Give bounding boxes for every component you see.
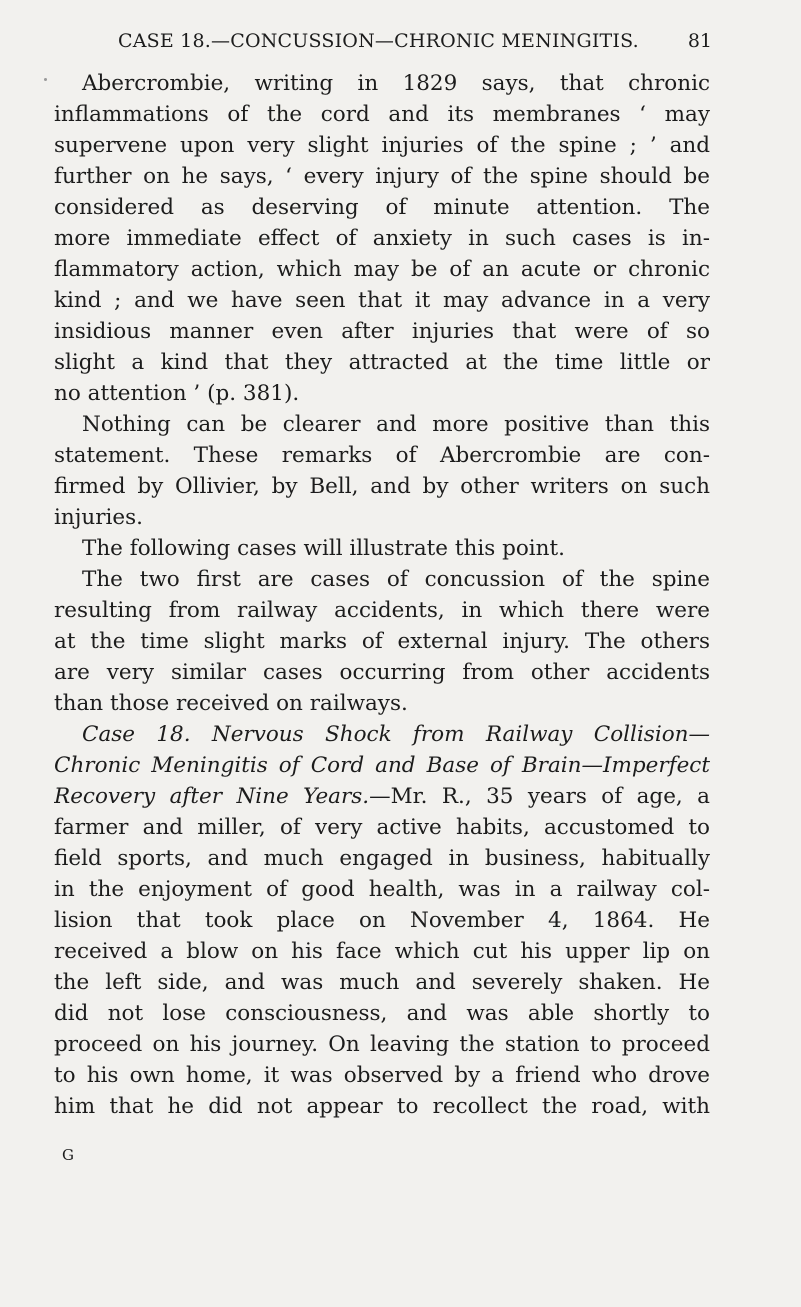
page-number: 81 bbox=[687, 30, 712, 52]
text-line: the left side, and was much and severely shaken. He bbox=[54, 970, 710, 995]
text-line: Abercrombie, writing in 1829 says, that chronic bbox=[82, 71, 710, 96]
text-line: statement. These remarks of Abercrombie are con- bbox=[54, 443, 710, 468]
text-line: The two first are cases of concussion of the spine bbox=[82, 567, 710, 592]
text-line: did not lose consciousness, and was able shortly to bbox=[54, 1001, 710, 1026]
text-line: flammatory action, which may be of an acute or chronic bbox=[54, 257, 710, 282]
case-heading-line-2 bbox=[54, 750, 710, 781]
text-line: The following cases will illustrate this point. bbox=[82, 536, 565, 561]
case-intro: —Mr. R., 35 years of age, a bbox=[369, 784, 710, 809]
text-line: at the time slight marks of external injury. The others bbox=[54, 629, 710, 654]
text-line: supervene upon very slight injuries of the spine ; ’ and bbox=[54, 133, 710, 158]
text-line: inflammations of the cord and its membranes ‘ may bbox=[54, 102, 710, 127]
text-line: lision that took place on November 4, 1864. He bbox=[54, 908, 710, 933]
case-label: Case 18. bbox=[82, 722, 191, 747]
running-title: CASE 18.—CONCUSSION—CHRONIC MENINGITIS. bbox=[118, 30, 639, 52]
body-text bbox=[54, 68, 710, 1122]
text-line: field sports, and much engaged in business, habitually bbox=[54, 846, 710, 871]
text-line: insidious manner even after injuries that were of so bbox=[54, 319, 710, 344]
text-line: slight a kind that they attracted at the time little or bbox=[54, 350, 710, 375]
margin-speck bbox=[44, 78, 47, 81]
case-heading-line-3 bbox=[54, 781, 710, 812]
text-line: Nothing can be clearer and more positive than this bbox=[82, 412, 710, 437]
text-line: further on he says, ‘ every injury of the spine should be bbox=[54, 164, 710, 189]
case-title-part-3: Recovery after Nine Years. bbox=[54, 784, 370, 809]
text-line: considered as deserving of minute attention. The bbox=[54, 195, 710, 220]
text-line: to his own home, it was observed by a friend who drove bbox=[54, 1063, 710, 1088]
text-line: him that he did not appear to recollect the road, with bbox=[54, 1094, 710, 1119]
case-heading-line-1 bbox=[54, 719, 710, 750]
text-line: injuries. bbox=[54, 505, 143, 530]
text-line: are very similar cases occurring from other accidents bbox=[54, 660, 710, 685]
text-line: than those received on railways. bbox=[54, 691, 408, 716]
text-line: received a blow on his face which cut his upper lip on bbox=[54, 939, 710, 964]
text-line: kind ; and we have seen that it may advance in a very bbox=[54, 288, 710, 313]
text-line: proceed on his journey. On leaving the station to proceed bbox=[54, 1032, 710, 1057]
text-line: firmed by Ollivier, by Bell, and by other writers on such bbox=[54, 474, 710, 499]
text-line: farmer and miller, of very active habits, accustomed to bbox=[54, 815, 710, 840]
signature-mark: G bbox=[62, 1146, 74, 1164]
running-head bbox=[118, 30, 712, 60]
case-title-part-2: Chronic Meningitis of Cord and Base of Brain—Imperfect bbox=[54, 753, 710, 778]
text-line: more immediate effect of anxiety in such cases is in- bbox=[54, 226, 710, 251]
text-line: no attention ’ (p. 381). bbox=[54, 381, 300, 406]
case-title-part-1: Nervous Shock from Railway Collision— bbox=[211, 722, 710, 747]
text-line: in the enjoyment of good health, was in a railway col- bbox=[54, 877, 710, 902]
text-line: resulting from railway accidents, in which there were bbox=[54, 598, 710, 623]
